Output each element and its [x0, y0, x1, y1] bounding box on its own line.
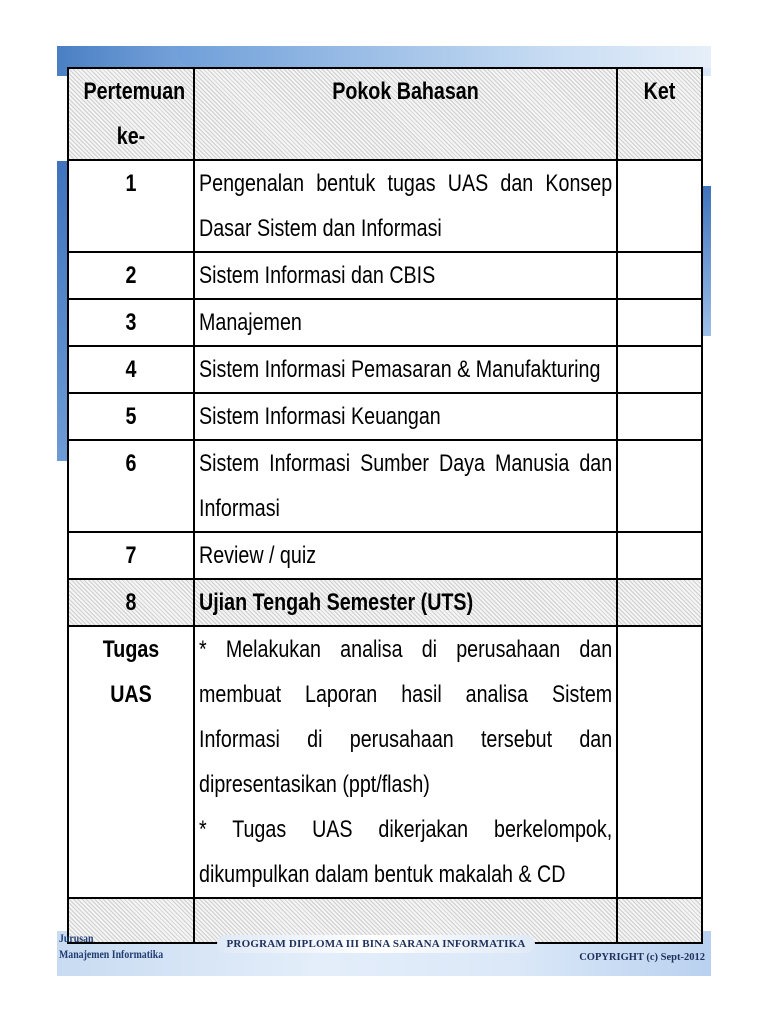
header-ket: Ket: [617, 68, 702, 160]
tugas-item: * Tugas UAS dikerjakan berkelompok, dikumpulkan dalam bentuk makalah & CD: [199, 816, 613, 888]
row-ket: [617, 532, 702, 579]
syllabus-table: [67, 67, 703, 944]
table-row: [68, 393, 702, 440]
row-topic: Sistem Informasi Sumber Daya Manusia dan Informasi: [194, 440, 617, 532]
row-ket: [617, 626, 702, 898]
table-row: [68, 299, 702, 346]
row-ket: [617, 299, 702, 346]
row-topic: [194, 626, 617, 898]
row-number: 2: [68, 252, 194, 299]
footer-department: Jurusan Manajemen Informatika: [59, 931, 164, 961]
row-number: Tugas UAS: [68, 626, 194, 898]
row-number: 5: [68, 393, 194, 440]
slide: [57, 46, 711, 976]
row-topic: Review / quiz: [194, 532, 617, 579]
row-ket: [617, 160, 702, 252]
table-row: [68, 160, 702, 252]
row-number: 6: [68, 440, 194, 532]
row-ket: [617, 579, 702, 626]
table-row-tugas-uas: [68, 626, 702, 898]
tugas-item: * Melakukan analisa di perusahaan dan membuat Laporan hasil analisa Sistem Informasi di perusahaan tersebut dan dipresentasikan (ppt/flash): [199, 636, 613, 798]
header-pokok-bahasan: Pokok Bahasan: [194, 68, 617, 160]
row-topic: Pengenalan bentuk tugas UAS dan Konsep Dasar Sistem dan Informasi: [194, 160, 617, 252]
row-ket: [617, 252, 702, 299]
table-row: [68, 252, 702, 299]
row-number: 4: [68, 346, 194, 393]
row-ket: [617, 346, 702, 393]
table-row: [68, 440, 702, 532]
row-topic: Sistem Informasi dan CBIS: [194, 252, 617, 299]
table-row-uts: [68, 579, 702, 626]
row-number: 3: [68, 299, 194, 346]
row-number: 1: [68, 160, 194, 252]
table-row: [68, 532, 702, 579]
footer-copyright: COPYRIGHT (c) Sept-2012: [579, 952, 705, 963]
row-ket: [617, 393, 702, 440]
table-header-row: [68, 68, 702, 160]
footer-program-banner: PROGRAM DIPLOMA III BINA SARANA INFORMATIKA: [217, 935, 535, 953]
empty-cell: [617, 898, 702, 943]
header-pertemuan: Pertemuan ke-: [68, 68, 194, 160]
row-topic: Ujian Tengah Semester (UTS): [194, 579, 617, 626]
row-topic: Sistem Informasi Keuangan: [194, 393, 617, 440]
row-topic: Manajemen: [194, 299, 617, 346]
row-number: 8: [68, 579, 194, 626]
row-ket: [617, 440, 702, 532]
row-number: 7: [68, 532, 194, 579]
table-row: [68, 346, 702, 393]
header-band-highlight: [177, 46, 711, 68]
row-topic: Sistem Informasi Pemasaran & Manufakturing: [194, 346, 617, 393]
